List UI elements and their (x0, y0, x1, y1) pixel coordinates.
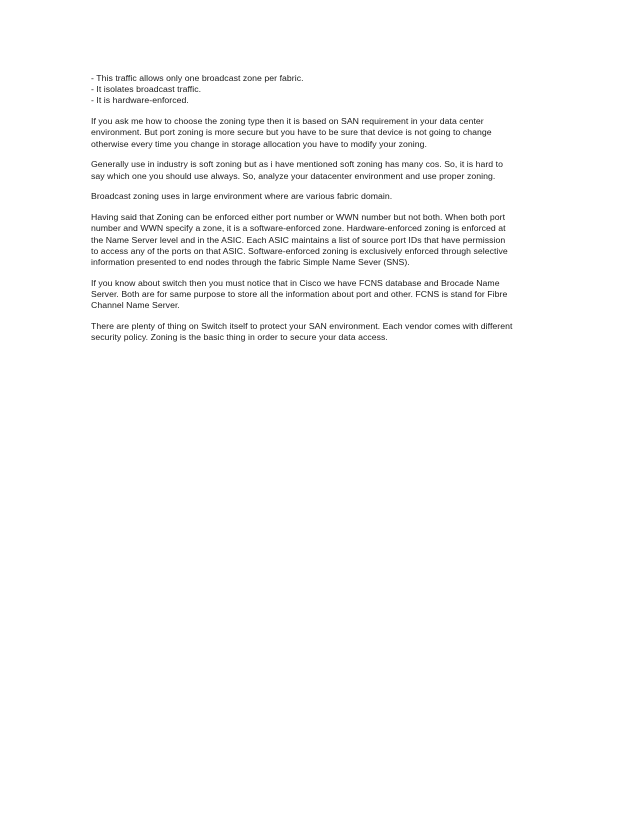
paragraph-security-conclusion (91, 321, 553, 343)
document-body (91, 73, 553, 343)
paragraph-enforcement (91, 212, 553, 268)
text-line: There are plenty of thing on Switch itself to protect your SAN environment. Each vendor comes with different (91, 321, 513, 332)
text-line: If you ask me how to choose the zoning type then it is based on SAN requirement in your data center (91, 116, 484, 127)
text-line: the Name Server level and in the ASIC. Each ASIC maintains a list of source port IDs that have permission (91, 234, 506, 245)
paragraph-broadcast-zoning (91, 191, 553, 202)
paragraph-fcns (91, 278, 553, 312)
text-line: security policy. Zoning is the basic thing in order to secure your data access. (91, 332, 388, 343)
text-line: Generally use in industry is soft zoning but as i have mentioned soft zoning has many cos. So, it is hard to (91, 159, 503, 170)
text-line: If you know about switch then you must notice that in Cisco we have FCNS database and Brocade Name (91, 277, 500, 288)
text-line: say which one you should use always. So, analyze your datacenter environment and use proper zoning. (91, 170, 496, 181)
text-line: Having said that Zoning can be enforced either port number or WWN number but not both. When both port (91, 212, 506, 223)
text-line: number and WWN specify a zone, it is a software-enforced zone. Hardware-enforced zoning is enforced at (91, 223, 506, 234)
bullet-item: - It is hardware-enforced. (91, 95, 189, 106)
text-line: Server. Both are for same purpose to store all the information about port and other. FCNS is stand for Fibre (91, 289, 508, 300)
bullet-item: - It isolates broadcast traffic. (91, 84, 202, 95)
text-line: Broadcast zoning uses in large environment where are various fabric domain. (91, 191, 393, 202)
text-line: environment. But port zoning is more secure but you have to be sure that device is not going to change (91, 127, 492, 138)
paragraph-soft-zoning (91, 159, 553, 181)
text-line: information presented to end nodes through the fabric Simple Name Sever (SNS). (91, 257, 410, 268)
text-line: Channel Name Server. (91, 300, 180, 311)
paragraph-zoning-choice (91, 116, 553, 150)
bullet-list (91, 73, 553, 107)
text-line: to access any of the ports on that ASIC. Software-enforced zoning is exclusively enforced through selective (91, 245, 508, 256)
text-line: otherwise every time you change in storage allocation you have to modify your zoning. (91, 138, 428, 149)
bullet-item: - This traffic allows only one broadcast zone per fabric. (91, 73, 304, 83)
